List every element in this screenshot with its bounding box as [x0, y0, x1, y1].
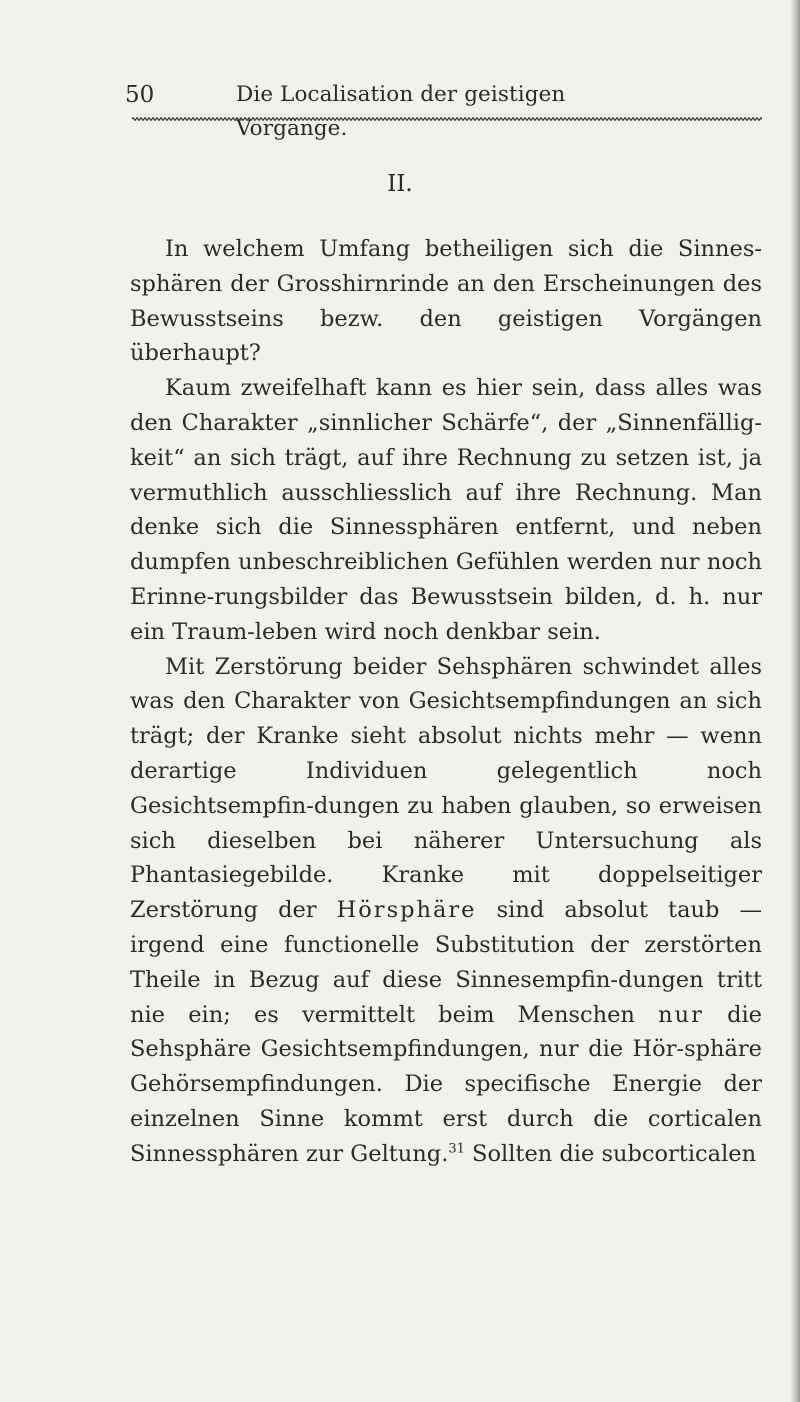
paragraph-3-part-1: Mit Zerstörung beider Sehsphären schwindet alles was den Charakter von Gesichtsempfindungen an sich trägt; der Kranke sieht absolut nichts mehr — wenn derartige Individuen gelegentlich noch Gesichtsempfin-dungen zu haben glauben, so erweisen sich dieselben bei näherer Untersuchung als Phantasiegebilde. Kranke mit doppelseitiger Zerstörung der [130, 653, 762, 924]
body-text [130, 232, 762, 1172]
paragraph-2: Kaum zweifelhaft kann es hier sein, dass alles was den Charakter „sinnlicher Schärfe“, der „Sinnenfällig-keit“ an sich trägt, auf ihre Rechnung zu setzen ist, ja vermuthlich ausschliesslich auf ihre Rechnung. Man denke sich die Sinnessphären entfernt, und neben dumpfen unbeschreiblichen Gefühlen werden nur noch Erinne-rungsbilder das Bewusstsein bilden, d. h. nur ein Traum-leben wird noch denkbar sein. [130, 375, 762, 645]
emphasis-nur: nur [658, 1001, 704, 1028]
running-header [125, 78, 655, 141]
page-edge-shadow [790, 0, 800, 1402]
running-title: Die Localisation der geistigen Vorgänge. [236, 82, 566, 141]
footnote-reference: 31 [448, 1141, 465, 1157]
paragraph-3-part-3: die Sehsphäre Gesichtsempfindungen, nur die Hör-sphäre Gehörsempfindungen. Die specifische Energie der einzelnen Sinne kommt erst durch die corticalen Sinnessphären zur Geltung. [130, 1001, 762, 1167]
page-number: 50 [125, 82, 155, 108]
paragraph-1: In welchem Umfang betheiligen sich die Sinnes-sphären der Grosshirnrinde an den Erscheinungen des Bewusstseins bezw. den geistigen Vorgängen überhaupt? [130, 236, 762, 367]
paragraph-3-part-4: Sollten die subcorticalen [472, 1140, 757, 1167]
emphasis-hoersphaere: Hörsphäre [336, 897, 477, 924]
paragraph-3-part-2: sind absolut taub — irgend eine functionelle Substitution der zerstörten Theile in Bezug auf diese Sinnesempfin-dungen tritt nie ein; es vermittelt beim Menschen [130, 897, 762, 1028]
section-heading: II. [387, 171, 413, 197]
ornamental-rule [132, 116, 762, 122]
paragraph-3 [130, 650, 762, 1172]
